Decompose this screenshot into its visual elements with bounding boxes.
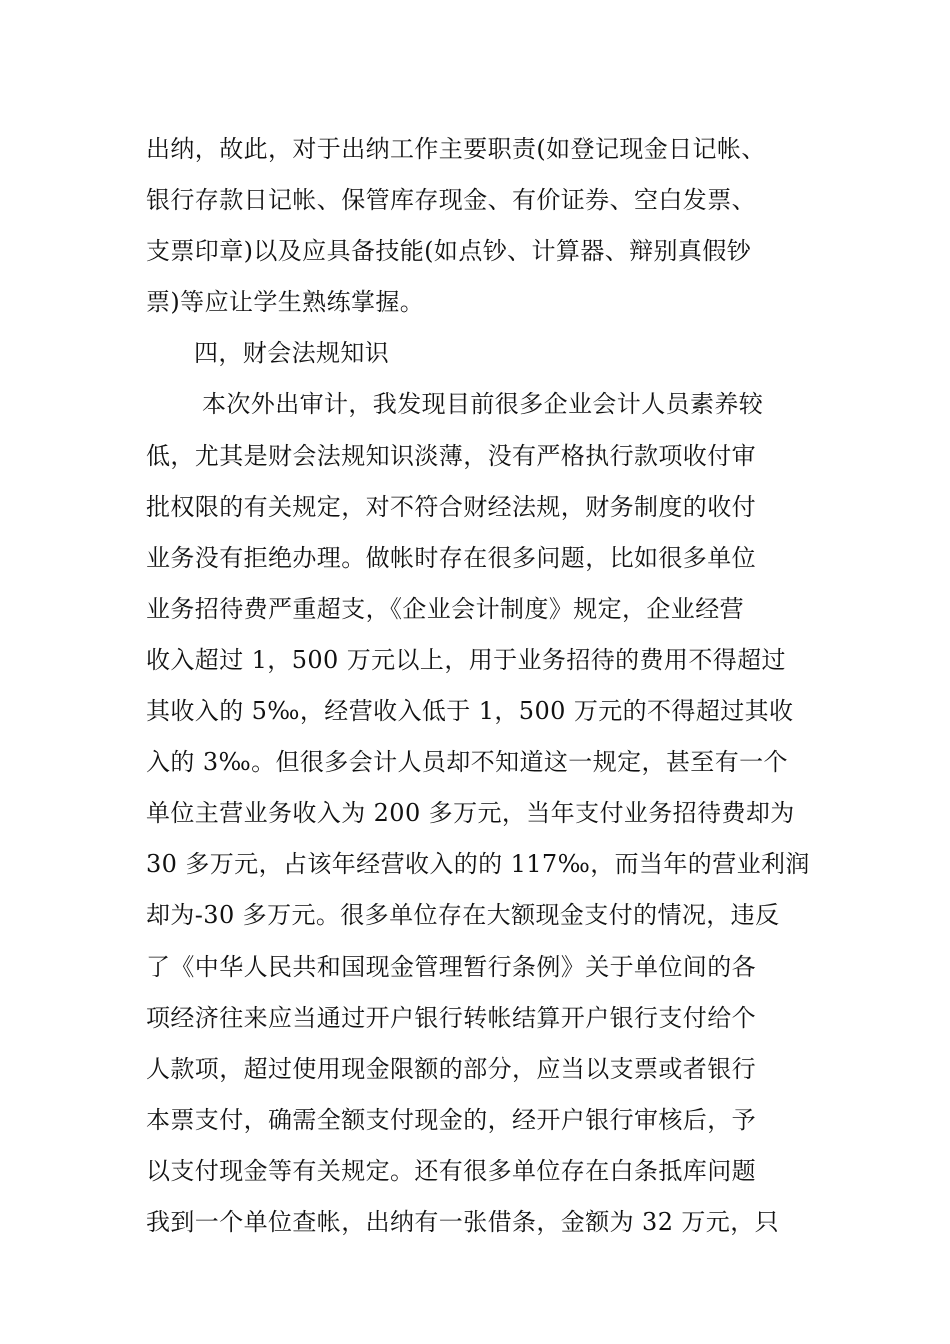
text-line: 了《中华人民共和国现金管理暂行条例》关于单位间的各 <box>146 952 756 981</box>
text-line: 我到一个单位查帐，出纳有一张借条，金额为 32 万元，只 <box>146 1207 779 1236</box>
section-heading: 四，财会法规知识 <box>194 339 390 368</box>
text-line: 30 多万元，占该年经营收入的的 117‰，而当年的营业利润 <box>146 850 810 879</box>
text-line: 银行存款日记帐、保管库存现金、有价证券、空白发票、 <box>146 186 756 215</box>
text-line: 本票支付，确需全额支付现金的，经开户银行审核后，予 <box>146 1105 756 1134</box>
text-line: 业务招待费严重超支，《企业会计制度》规定，企业经营 <box>146 594 744 623</box>
body-text <box>146 124 816 1248</box>
text-line: 票)等应让学生熟练掌握。 <box>146 288 425 317</box>
text-line: 低，尤其是财会法规知识淡薄，没有严格执行款项收付审 <box>146 441 756 470</box>
text-line: 却为-30 多万元。很多单位存在大额现金支付的情况，违反 <box>146 901 780 930</box>
text-line: 出纳，故此，对于出纳工作主要职责(如登记现金日记帐、 <box>146 135 766 163</box>
text-line: 支票印章)以及应具备技能(如点钞、计算器、辩别真假钞 <box>146 237 752 266</box>
text-line: 批权限的有关规定，对不符合财经法规，财务制度的收付 <box>146 492 756 521</box>
text-line: 单位主营业务收入为 200 多万元，当年支付业务招待费却为 <box>146 799 795 828</box>
text-line: 以支付现金等有关规定。还有很多单位存在白条抵库问题 <box>146 1156 756 1185</box>
text-line: 业务没有拒绝办理。做帐时存在很多问题，比如很多单位 <box>146 543 756 572</box>
text-line: 其收入的 5‰，经营收入低于 1，500 万元的不得超过其收 <box>146 697 794 726</box>
text-line: 入的 3‰。但很多会计人员却不知道这一规定，甚至有一个 <box>146 748 788 777</box>
text-line: 收入超过 1，500 万元以上，用于业务招待的费用不得超过 <box>146 645 786 674</box>
text-line: 人款项，超过使用现金限额的部分，应当以支票或者银行 <box>146 1054 756 1083</box>
text-line: 项经济往来应当通过开户银行转帐结算开户银行支付给个 <box>146 1003 756 1032</box>
text-line: 本次外出审计，我发现目前很多企业会计人员素养较 <box>202 390 764 419</box>
